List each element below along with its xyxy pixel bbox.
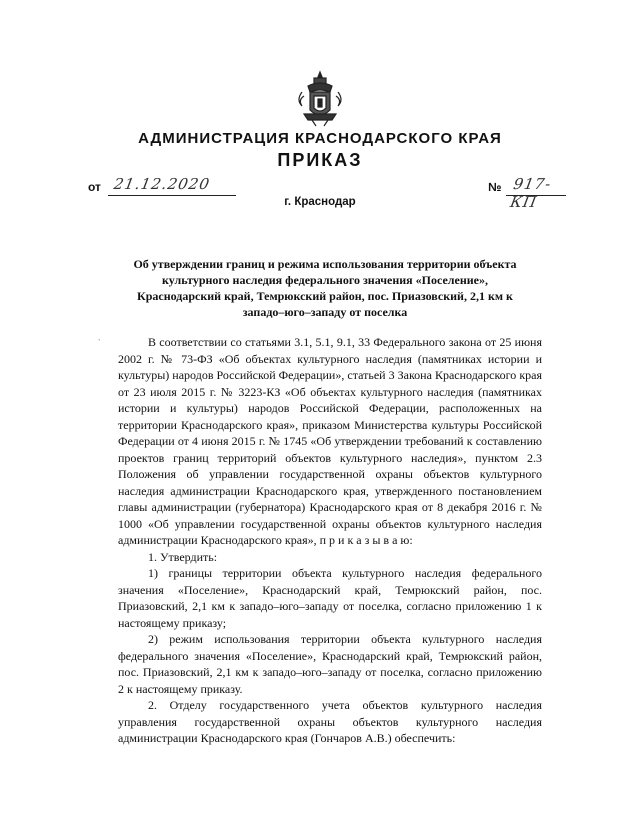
date-prefix: от — [88, 180, 101, 194]
paragraph-item-1-2: 2) режим использования территории объекта культурного наследия федерального значения «Поселение», Краснодарский край, Темрюкский район, пос. Приазовский, 2,1 км к западо–юго–западу от поселка, согласно приложению 2 к настоящему приказу. — [118, 632, 542, 696]
paragraph-item-1-1: 1) границы территории объекта культурного наследия федерального значения «Поселение», Краснодарский край, Темрюкский район, пос. Приазовский, 2,1 км к западо–юго–западу от поселка, согласно приложению 1 к настоящему приказу; — [118, 566, 542, 630]
paragraph-item-2: 2. Отделу государственного учета объектов культурного наследия управления государственной охраны объектов культурного наследия администрации Краснодарского края (Гончаров А.В.) обеспечить: — [118, 698, 542, 745]
date-field — [108, 175, 236, 196]
city-name: г. Краснодар — [284, 196, 356, 208]
organization-name: АДМИНИСТРАЦИЯ КРАСНОДАРСКОГО КРАЯ — [138, 130, 502, 147]
coat-of-arms-emblem — [294, 70, 346, 128]
paragraph-preamble: В соответствии со статьями 3.1, 5.1, 9.1, 33 Федерального закона от 25 июня 2002 г. № 73-ФЗ «Об объектах культурного наследия (памятниках истории и культуры) народов Российской Федерации», статьей 3 Закона Краснодарского края от 23 июля 2015 г. № 3223-КЗ «Об объектах культурного наследия (памятниках истории и культуры) народов Российской Федерации, расположенных на территории Краснодарского края», приказом Министерства культуры Российской Федерации от 4 июня 2015 г. № 1745 «Об утверждении требований к составлению проектов границ территорий объектов культурного наследия», пунктом 2.3 Положения об управлении государственной охраны объектов культурного наследия администрации Краснодарского края, утвержденного постановлением главы администрации (губернатора) Краснодарского края от 8 декабря 2016 г. № 1000 «Об управлении государственной охраны объектов культурного наследия администрации Краснодарского края», п р и к а з ы в а ю: — [118, 335, 542, 547]
document-body — [118, 334, 542, 747]
number-field — [506, 175, 566, 211]
number-prefix: № — [488, 180, 502, 194]
document-type: ПРИКАЗ — [277, 150, 363, 170]
document-title: Об утверждении границ и режима использования территории объекта культурного наследия федерального значения «Поселение», Краснодарский край, Темрюкский район, пос. Приазовский, 2,1 км к западо–юго–западу от поселка — [133, 257, 517, 319]
date-value: 21.12.2020 — [112, 175, 212, 193]
paragraph-item-1: 1. Утвердить: — [148, 549, 218, 564]
margin-mark: ` — [98, 338, 101, 347]
number-value: 917-КП — [508, 175, 553, 211]
